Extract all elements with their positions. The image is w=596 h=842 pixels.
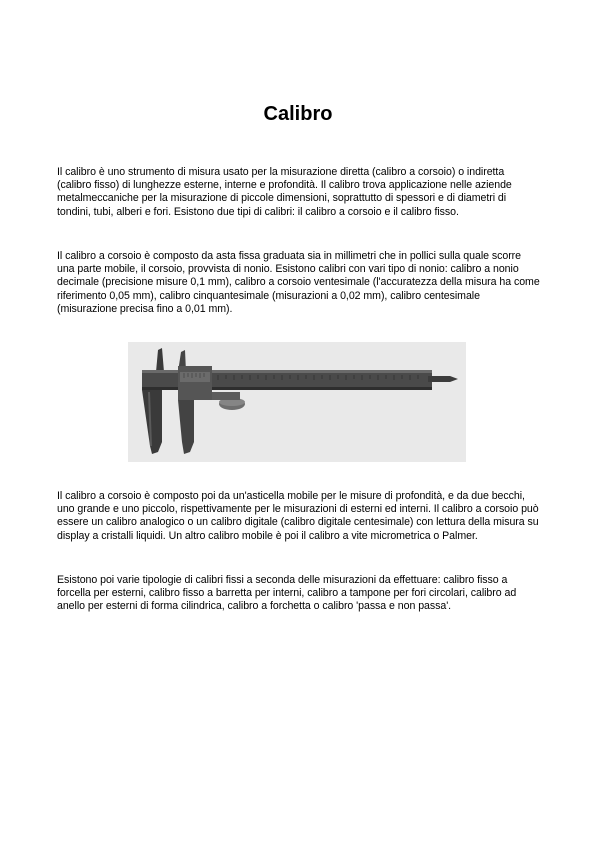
paragraph-intro: Il calibro è uno strumento di misura usato per la misurazione diretta (calibro a corsoio) o indiretta (calibro fisso) di lunghezze esterne, interne e profondità. Il calibro trova applicazione nelle aziende metalmeccaniche per la misurazione di piccole dimensioni, soprattutto di spessori e di diametri di tondini, tubi, alberi e fori. Esistono due tipi di calibri: il calibro a corsoio e il calibro fisso.	[57, 166, 512, 218]
paragraph-fixed-calipers: Esistono poi varie tipologie di calibri fissi a seconda delle misurazioni da effettuare: calibro fisso a forcella per esterni, calibro fisso a barretta per interni, calibro a tampone per fori circolari, calibro ad anello per esterni di forma cilindrica, calibro a forchetta o calibro 'passa e non passa'.	[57, 574, 517, 613]
movable-lower-jaw	[178, 400, 194, 454]
depth-rod	[428, 376, 450, 382]
upper-fixed-jaw	[156, 348, 164, 372]
paragraph-components: Il calibro a corsoio è composto poi da un'asticella mobile per le misure di profondità, e da due becchi, uno grande e uno piccolo, rispettivamente per le misurazioni di esterni ed interni. Il calibro a corsoio può essere un calibro analogico o un calibro digitale (calibro digitale centesimale) con lettura della misura su display a cristalli liquidi. Un altro calibro mobile è poi il calibro a vite micrometrica o Palmer.	[57, 490, 539, 542]
caliper-illustration	[128, 342, 466, 462]
vernier-slider	[178, 366, 212, 400]
caliper-photo	[128, 342, 466, 462]
paragraph-corsoio: Il calibro a corsoio è composto da asta fissa graduata sia in millimetri che in pollici sulla quale scorre una parte mobile, il corsoio, provvista di nonio. Esistono calibri con vari tipo di nonio: calibro a nonio decimale (precisione misure 0,1 mm), calibro a corsoio ventesimale (l'accuratezza della misura ha come riferimento 0,05 mm), calibro cinquantesimale (misurazioni a 0,02 mm), calibro centesimale (misurazione precisa fino a 0,01 mm).	[57, 250, 540, 315]
fixed-lower-jaw	[142, 390, 162, 454]
page-title: Calibro	[263, 103, 333, 125]
